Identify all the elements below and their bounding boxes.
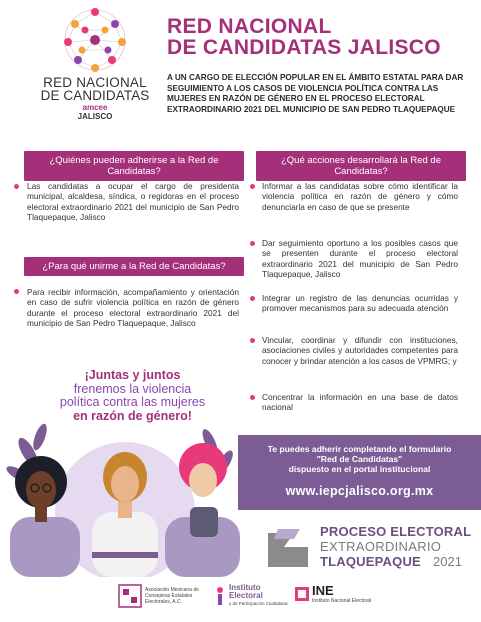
ine-logo: [295, 584, 375, 614]
bullet-icon: [250, 184, 255, 189]
section-body-quienes: Las candidatas a ocupar el cargo de presidenta municipal, alcaldesa, síndica, o regidoras en el proceso electoral extraordinario 2021 del municipio de San Pedro Tlaquepaque, Jalisco: [27, 181, 239, 223]
slogan-line4: en razón de género!: [73, 408, 192, 423]
section-heading-quienes: ¿Quiénes pueden adherirse a la Red de Candidatas?: [24, 151, 244, 181]
list-item: Concentrar la información en una base de datos nacional: [262, 392, 458, 413]
ine-name: INE: [312, 583, 334, 598]
iepc-line1: Instituto: [229, 583, 261, 592]
logo-brand: amcee: [82, 103, 108, 112]
proceso-line2: EXTRAORDINARIO: [320, 539, 442, 554]
info-line3: dispuesto en el portal institucional: [288, 464, 431, 474]
title-line1: RED NACIONAL: [167, 15, 332, 38]
iepc-mark-icon: [213, 586, 227, 606]
iepc-logo: [213, 584, 288, 614]
logo-line2: DE CANDIDATAS: [40, 88, 150, 103]
section-heading-acciones: ¿Qué acciones desarrollará la Red de Candidatas?: [256, 151, 466, 181]
logo-line1: RED NACIONAL: [43, 75, 147, 90]
list-item: Dar seguimiento oportuno a los posibles casos que se presenten durante el proceso electoral extraordinario 2021 del municipio de San Pedro Tlaquepaque, Jalisco: [262, 238, 458, 280]
amcee-text: Asociación Mexicana de Consejeras Estatales Electorales, A.C.: [145, 587, 199, 605]
women-illustration: [0, 408, 250, 577]
info-box: [238, 435, 481, 510]
red-candidatas-logo: [30, 6, 160, 132]
bullet-icon: [250, 296, 255, 301]
network-globe-icon: [60, 6, 130, 74]
list-item: Vincular, coordinar y difundir con instituciones, asociaciones civiles y autoridades competentes para conocer y brindar atención a los casos de VPMRG; y: [262, 335, 458, 366]
page-subtitle: A UN CARGO DE ELECCIÓN POPULAR EN EL ÁMBITO ESTATAL PARA DAR SEGUIMIENTO A LOS CASOS DE VIOLENCIA POLÍTICA CONTRA LAS MUJERES EN RAZÓN DE GÉNERO EN EL PROCESO ELECTORAL EXTRAORDINARIO 2021 DEL MUNICIPIO DE SAN PEDRO TLAQUEPAQUE: [167, 73, 464, 114]
slogan-line1: ¡Juntas y juntos: [84, 368, 181, 382]
ballot-box-icon: [264, 527, 312, 571]
iepc-line2: Electoral: [229, 591, 263, 600]
page-title: [167, 16, 467, 58]
proceso-electoral-logo: [262, 521, 477, 576]
slogan-line2: frenemos la violencia: [73, 381, 192, 396]
logo-state: JALISCO: [77, 112, 113, 121]
section-heading-para-que: ¿Para qué unirme a la Red de Candidatas?: [24, 257, 244, 276]
bullet-icon: [14, 184, 19, 189]
list-item: Informar a las candidatas sobre cómo identificar la violencia política en razón de género y cómo denunciarla en caso de que se presente: [262, 181, 458, 212]
iepc-line3: y de Participación Ciudadana: [229, 601, 288, 606]
amcee-mark-icon: [118, 584, 142, 608]
info-line1: Te puedes adherir completando el formulario: [267, 444, 452, 454]
list-item: Integrar un registro de las denuncias ocurridas y promover mecanismos para su adecuada atención: [262, 293, 458, 314]
bullet-icon: [14, 289, 19, 294]
bullet-icon: [250, 241, 255, 246]
section-body-para-que: Para recibir información, acompañamiento y orientación en caso de sufrir violencia política en razón de género durante el proceso electoral extraordinario 2021 del municipio de San Pedro Tlaquepaque, Jalisco: [27, 287, 239, 329]
amcee-logo: [118, 584, 218, 614]
proceso-year: 2021: [433, 554, 462, 569]
proceso-line1: PROCESO ELECTORAL: [320, 524, 472, 539]
title-line2: DE CANDIDATAS JALISCO: [167, 36, 441, 59]
proceso-line3: TLAQUEPAQUE: [320, 554, 421, 569]
slogan-line3: política contra las mujeres: [59, 395, 206, 409]
website-link[interactable]: www.iepcjalisco.org.mx: [285, 484, 434, 498]
bullet-icon: [250, 338, 255, 343]
ine-full: Instituto Nacional Electoral: [312, 598, 372, 604]
ine-mark-icon: [295, 587, 309, 601]
info-line2: "Red de Candidatas": [316, 454, 403, 464]
bullet-icon: [250, 395, 255, 400]
